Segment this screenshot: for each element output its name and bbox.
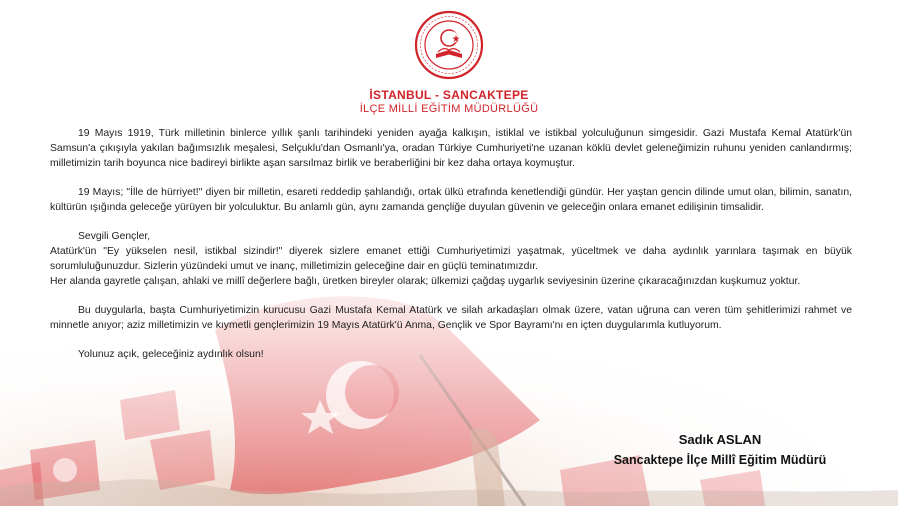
message-body: [50, 126, 852, 362]
paragraph-2: 19 Mayıs; "İlle de hürriyet!" diyen bir milletin, esareti reddedip şahlandığı, ortak ülkü etrafında kenetlendiği gündür. Her yaştan gencin dilinde umut olan, bilimin, sanatın, kültürün ışığında geleceğe yürüyen bir yolculuktur. Bu anlamlı gün, aynı zamanda gençliğe duyulan güvenin ve geleceğin onlara emanet edilişinin timsalidir.: [50, 187, 852, 213]
paragraph-1: 19 Mayıs 1919, Türk milletinin binlerce yıllık şanlı tarihindeki yeniden ayağa kalkışın, istiklal ve istikbal yolculuğunun simgesidir. Gazi Mustafa Kemal Atatürk'ün Samsun'a çıkışıyla yakılan bağımsızlık meşalesi, Selçuklu'dan Osmanlı'ya, oradan Türkiye Cumhuriyeti'ne uzanan köklü devlet geleneğimizin ruhunu yeniden canlandırmış; milletimizin tarih boyunca nice badireyi birlikte aşan sarsılmaz birlik ve beraberliğini bir kez daha ortaya koymuştur.: [50, 128, 852, 169]
paragraph-3: Atatürk'ün "Ey yükselen nesil, istikbal sizindir!" diyerek sizlere emanet ettiği Cumhuriyetimizi yaşatmak, yüceltmek ve daha aydınlık yarınlara taşımak en büyük sorumluluğunuzdur. Sizlerin yüzündeki umut ve inanç, milletimizin geleceğine dair en güçlü teminatımızdır.: [50, 246, 852, 272]
paragraph-5: Bu duygularla, başta Cumhuriyetimizin kurucusu Gazi Mustafa Kemal Atatürk ve silah arkadaşları olmak üzere, vatan uğruna can veren tüm şehitlerimizi rahmet ve minnetle anıyor; aziz milletimizin ve kıymetli gençlerimizin 19 Mayıs Atatürk'ü Anma, Gençlik ve Spor Bayramı'nı en içten duygularımla kutluyorum.: [50, 305, 852, 331]
signatory-name: Sadık ASLAN: [678, 432, 762, 447]
meb-circular-emblem-icon: [414, 10, 484, 80]
paragraph-4: Her alanda gayretle çalışan, ahlaki ve millî değerlere bağlı, üretken bireyler olarak; ülkemizi çağdaş uygarlık seviyesinin üzerine çıkaracağınızdan kuşkumuz yoktur.: [50, 276, 801, 287]
closing-line: Yolunuz açık, geleceğiniz aydınlık olsun!: [78, 349, 264, 360]
signatory-title: Sancaktepe İlçe Millî Eğitim Müdürü: [613, 453, 827, 467]
salutation: Sevgili Gençler,: [78, 231, 151, 242]
directorate-city-heading: İSTANBUL - SANCAKTEPE: [369, 88, 529, 102]
signature-block: [560, 430, 880, 470]
directorate-name-heading: İLÇE MİLLİ EĞİTİM MÜDÜRLÜĞÜ: [359, 103, 539, 115]
meb-logo: [414, 10, 484, 80]
